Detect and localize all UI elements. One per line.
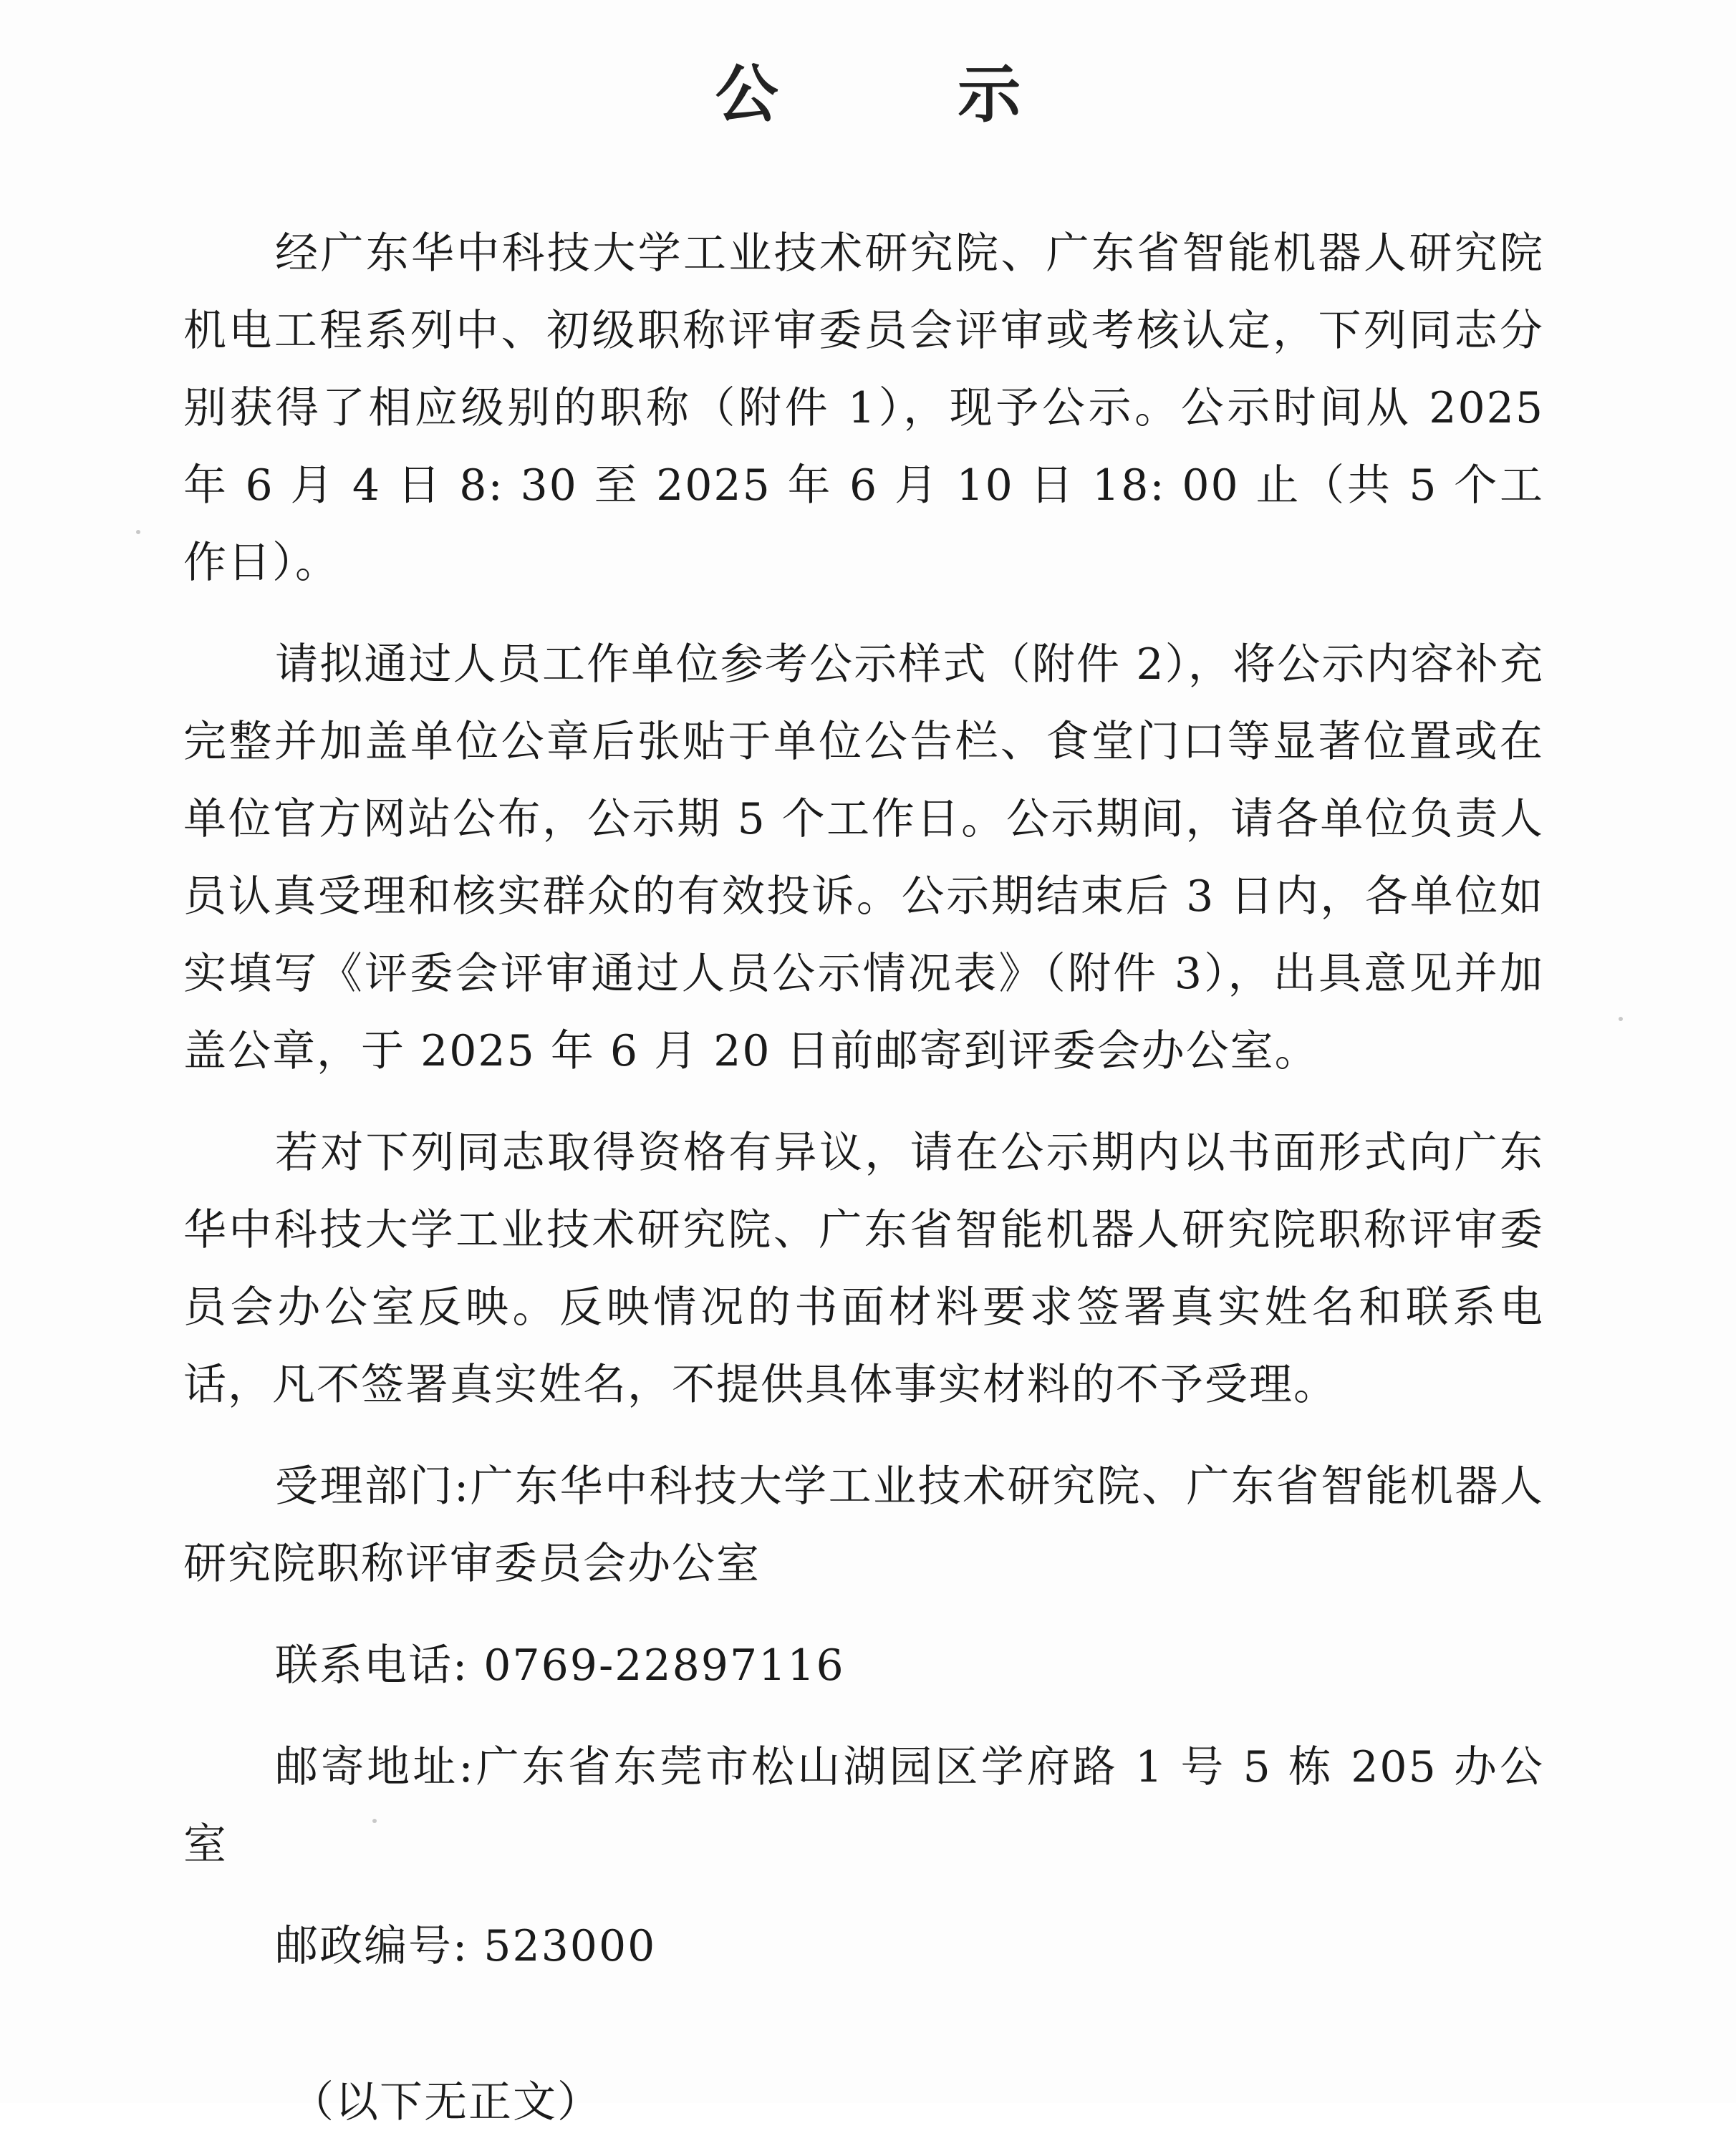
paragraph-unit-requirements: 请拟通过人员工作单位参考公示样式（附件 2），将公示内容补充完整并加盖单位公章后张贴于单位公告栏、食堂门口等显著位置或在单位官方网站公布，公示期 5 个工作日。公示期间，请各单位负责人员认真受理和核实群众的有效投诉。公示期结束后 3 日内，各单位如实填写《评委会评审通过人员公示情况表》（附件 3），出具意见并加盖公章，于 2025 年 6 月 20 日前邮寄到评委会办公室。	[183, 639, 1544, 1076]
document-body	[183, 215, 1544, 2141]
paragraph-mailing-address: 邮寄地址:广东省东莞市松山湖园区学府路 1 号 5 栋 205 办公室	[183, 1742, 1544, 1870]
paragraph-receiving-department: 受理部门:广东华中科技大学工业技术研究院、广东省智能机器人研究院职称评审委员会办公室	[183, 1461, 1544, 1589]
document-title: 公 示	[715, 57, 1100, 131]
paragraph-objection-procedure: 若对下列同志取得资格有异议，请在公示期内以书面形式向广东华中科技大学工业技术研究院、广东省智能机器人研究院职称评审委员会办公室反映。反映情况的书面材料要求签署真实姓名和联系电话，凡不签署真实姓名，不提供具体事实材料的不予受理。	[183, 1128, 1544, 1410]
paragraph-contact-phone: 联系电话: 0769-22897116	[275, 1640, 845, 1691]
closing-note: （以下无正文）	[291, 2077, 602, 2127]
scan-speck	[136, 530, 140, 534]
scan-speck	[372, 1819, 377, 1823]
scan-speck	[1619, 1017, 1623, 1021]
paragraph-notice-period: 经广东华中科技大学工业技术研究院、广东省智能机器人研究院机电工程系列中、初级职称评审委员会评审或考核认定，下列同志分别获得了相应级别的职称（附件 1），现予公示。公示时间从 2025 年 6 月 4 日 8: 30 至 2025 年 6 月 10 日 18: 00 止（共 5 个工作日）。	[183, 228, 1544, 588]
paragraph-postal-code: 邮政编号: 523000	[275, 1921, 657, 1971]
